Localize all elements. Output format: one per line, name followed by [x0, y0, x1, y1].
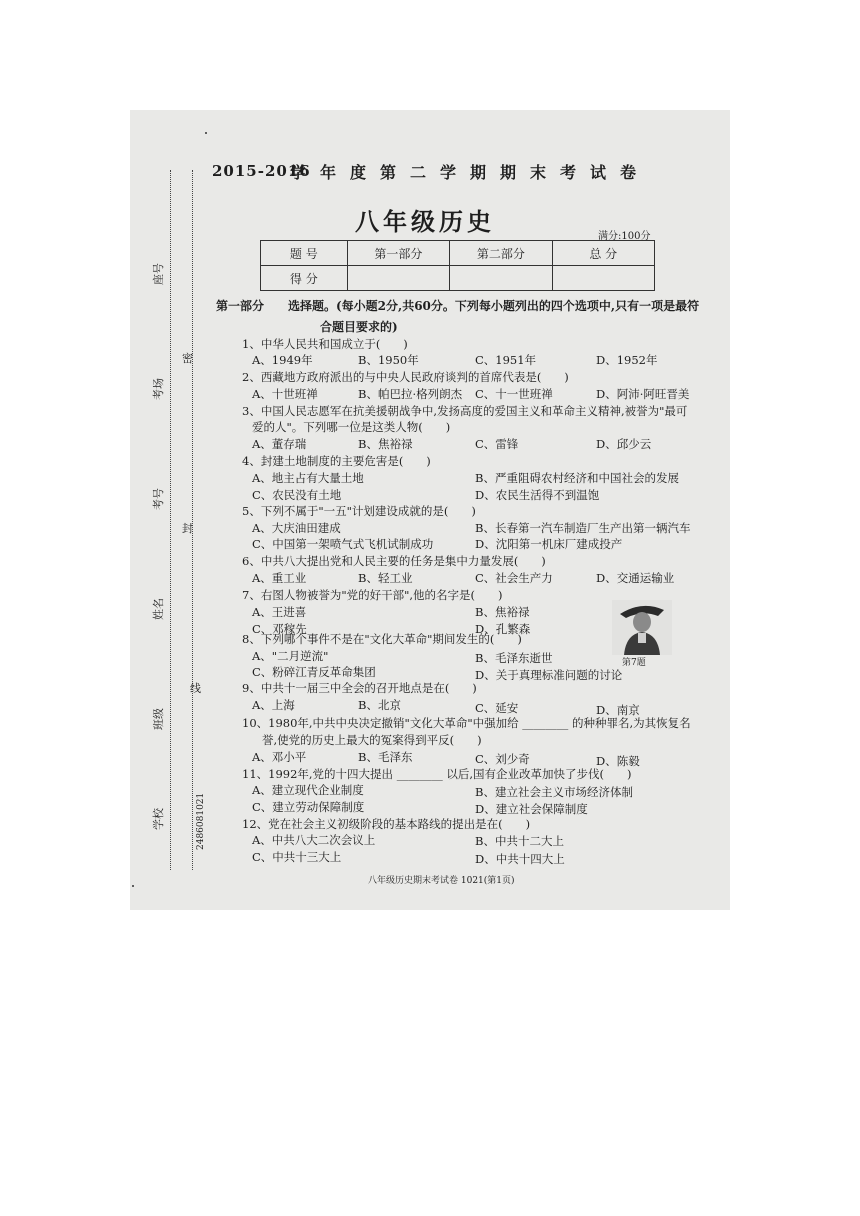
question-stem: 11、1992年,党的十四大提出 ________ 以后,国有企业改革加快了步伐( ) [242, 767, 632, 781]
option-b: B、毛泽东 [358, 750, 413, 764]
score-table [260, 240, 655, 291]
option-a: A、"二月逆流" [252, 649, 329, 663]
binding-dotted-line-1 [170, 170, 171, 870]
room-label: 考场 [152, 378, 165, 400]
section1-label: 第一部分 [216, 299, 265, 313]
option-d: D、中共十四大上 [475, 852, 565, 866]
option-d: D、孔繁森 [475, 622, 531, 636]
option-c: C、中国第一架喷气式飞机试制成功 [252, 537, 434, 551]
option-a: A、十世班禅 [252, 387, 318, 401]
option-d: D、1952年 [596, 353, 658, 367]
option-c: C、延安 [475, 701, 519, 715]
option-b: B、中共十二大上 [475, 834, 564, 848]
question-stem: 2、西藏地方政府派出的与中央人民政府谈判的首席代表是( ) [242, 370, 569, 384]
section1-title-cont: 合题目要求的) [320, 320, 398, 334]
question-stem: 12、党在社会主义初级阶段的基本路线的提出是在( ) [242, 817, 531, 831]
option-a: A、上海 [252, 698, 295, 712]
option-a: A、邓小平 [252, 750, 307, 764]
question-stem: 3、中国人民志愿军在抗美援朝战争中,发扬高度的爱国主义和革命主义精神,被誉为"最可 [242, 404, 688, 418]
score-header-cell: 题 号 [261, 241, 348, 266]
option-c: C、建立劳动保障制度 [252, 800, 365, 814]
option-d: D、交通运输业 [596, 571, 675, 585]
option-b: B、焦裕禄 [358, 437, 413, 451]
option-b: B、建立社会主义市场经济体制 [475, 785, 633, 799]
option-a: A、中共八大二次会议上 [252, 833, 376, 847]
option-c: C、雷锋 [475, 437, 519, 451]
question-stem: 10、1980年,中共中央决定撤销"文化大革命"中强加给 ________ 的种种罪名,为其恢复名 [242, 716, 691, 730]
page-footer: 八年级历史期末考试卷 1021(第1页) [368, 876, 515, 886]
seat-label: 座号 [152, 263, 165, 285]
question-stem: 8、下列哪个事件不是在"文化大革命"期间发生的( ) [242, 632, 522, 646]
full-mark: 满分:100分 [598, 231, 651, 242]
score-header-cell: 第二部分 [450, 241, 552, 266]
option-b: B、北京 [358, 698, 401, 712]
question-stem: 7、右图人物被誉为"党的好干部",他的名字是( ) [242, 588, 503, 602]
option-b: B、毛泽东逝世 [475, 651, 553, 665]
binding-xian: 线 [190, 682, 201, 695]
figure-caption: 第7题 [622, 658, 646, 668]
option-c: C、1951年 [475, 353, 537, 367]
question-stem: 9、中共十一届三中全会的召开地点是在( ) [242, 681, 477, 695]
option-b: B、1950年 [358, 353, 419, 367]
score-cell [347, 266, 449, 291]
option-d: D、南京 [596, 703, 640, 717]
portrait-photo [612, 600, 672, 655]
option-c: C、十一世班禅 [475, 387, 553, 401]
option-b: B、严重阻碍农村经济和中国社会的发展 [475, 471, 679, 485]
exam-title: 学年度第二学期期末考试卷 [290, 163, 651, 182]
class-label: 班级 [152, 708, 165, 730]
exam-year: 2015-2016 [212, 162, 311, 180]
score-cell [450, 266, 552, 291]
code-label: 2486081021 [196, 792, 206, 850]
binding-mi: 密 [182, 352, 193, 365]
option-d: D、阿沛·阿旺晋美 [596, 387, 690, 401]
option-c: C、粉碎江青反革命集团 [252, 665, 376, 679]
exam-no-label: 考号 [152, 488, 165, 510]
name-label: 姓名 [152, 598, 165, 620]
option-c: C、社会生产力 [475, 571, 553, 585]
option-d: D、沈阳第一机床厂建成投产 [475, 537, 623, 551]
option-d: D、邱少云 [596, 437, 652, 451]
option-c: C、中共十三大上 [252, 850, 342, 864]
option-d: D、建立社会保障制度 [475, 802, 588, 816]
question-stem: 5、下列不属于"一五"计划建设成就的是( ) [242, 504, 476, 518]
option-c: C、农民没有土地 [252, 488, 342, 502]
option-a: A、大庆油田建成 [252, 521, 341, 535]
option-a: A、董存瑞 [252, 437, 307, 451]
score-cell: 得 分 [261, 266, 348, 291]
question-stem: 4、封建土地制度的主要危害是( ) [242, 454, 431, 468]
option-a: A、地主占有大量土地 [252, 471, 364, 485]
option-d: D、农民生活得不到温饱 [475, 488, 600, 502]
option-b: B、长春第一汽车制造厂生产出第一辆汽车 [475, 521, 691, 535]
option-a: A、建立现代企业制度 [252, 783, 364, 797]
school-label: 学校 [152, 808, 165, 830]
score-header-cell: 总 分 [552, 241, 654, 266]
exam-paper [130, 110, 730, 910]
subject-title: 八年级历史 [355, 207, 495, 236]
option-d: D、关于真理标准问题的讨论 [475, 668, 623, 682]
score-header-cell: 第一部分 [347, 241, 449, 266]
option-b: B、轻工业 [358, 571, 413, 585]
option-c: C、刘少奇 [475, 752, 530, 766]
binding-feng: 封 [182, 522, 193, 535]
question-stem-cont: 誉,使党的历史上最大的冤案得到平反( ) [262, 733, 482, 747]
question-stem: 1、中华人民共和国成立于( ) [242, 337, 408, 351]
option-b: B、焦裕禄 [475, 605, 530, 619]
option-a: A、王进喜 [252, 605, 307, 619]
option-a: A、重工业 [252, 571, 307, 585]
score-cell [552, 266, 654, 291]
option-c: C、邓稼先 [252, 622, 307, 636]
option-d: D、陈毅 [596, 754, 640, 768]
option-b: B、帕巴拉·格列朗杰 [358, 387, 463, 401]
question-stem-cont: 爱的人"。下列哪一位是这类人物( ) [252, 420, 451, 434]
option-a: A、1949年 [252, 353, 313, 367]
section1-title: 选择题。(每小题2分,共60分。下列每小题列出的四个选项中,只有一项是最符 [288, 299, 700, 313]
question-stem: 6、中共八大提出党和人民主要的任务是集中力量发展( ) [242, 554, 546, 568]
